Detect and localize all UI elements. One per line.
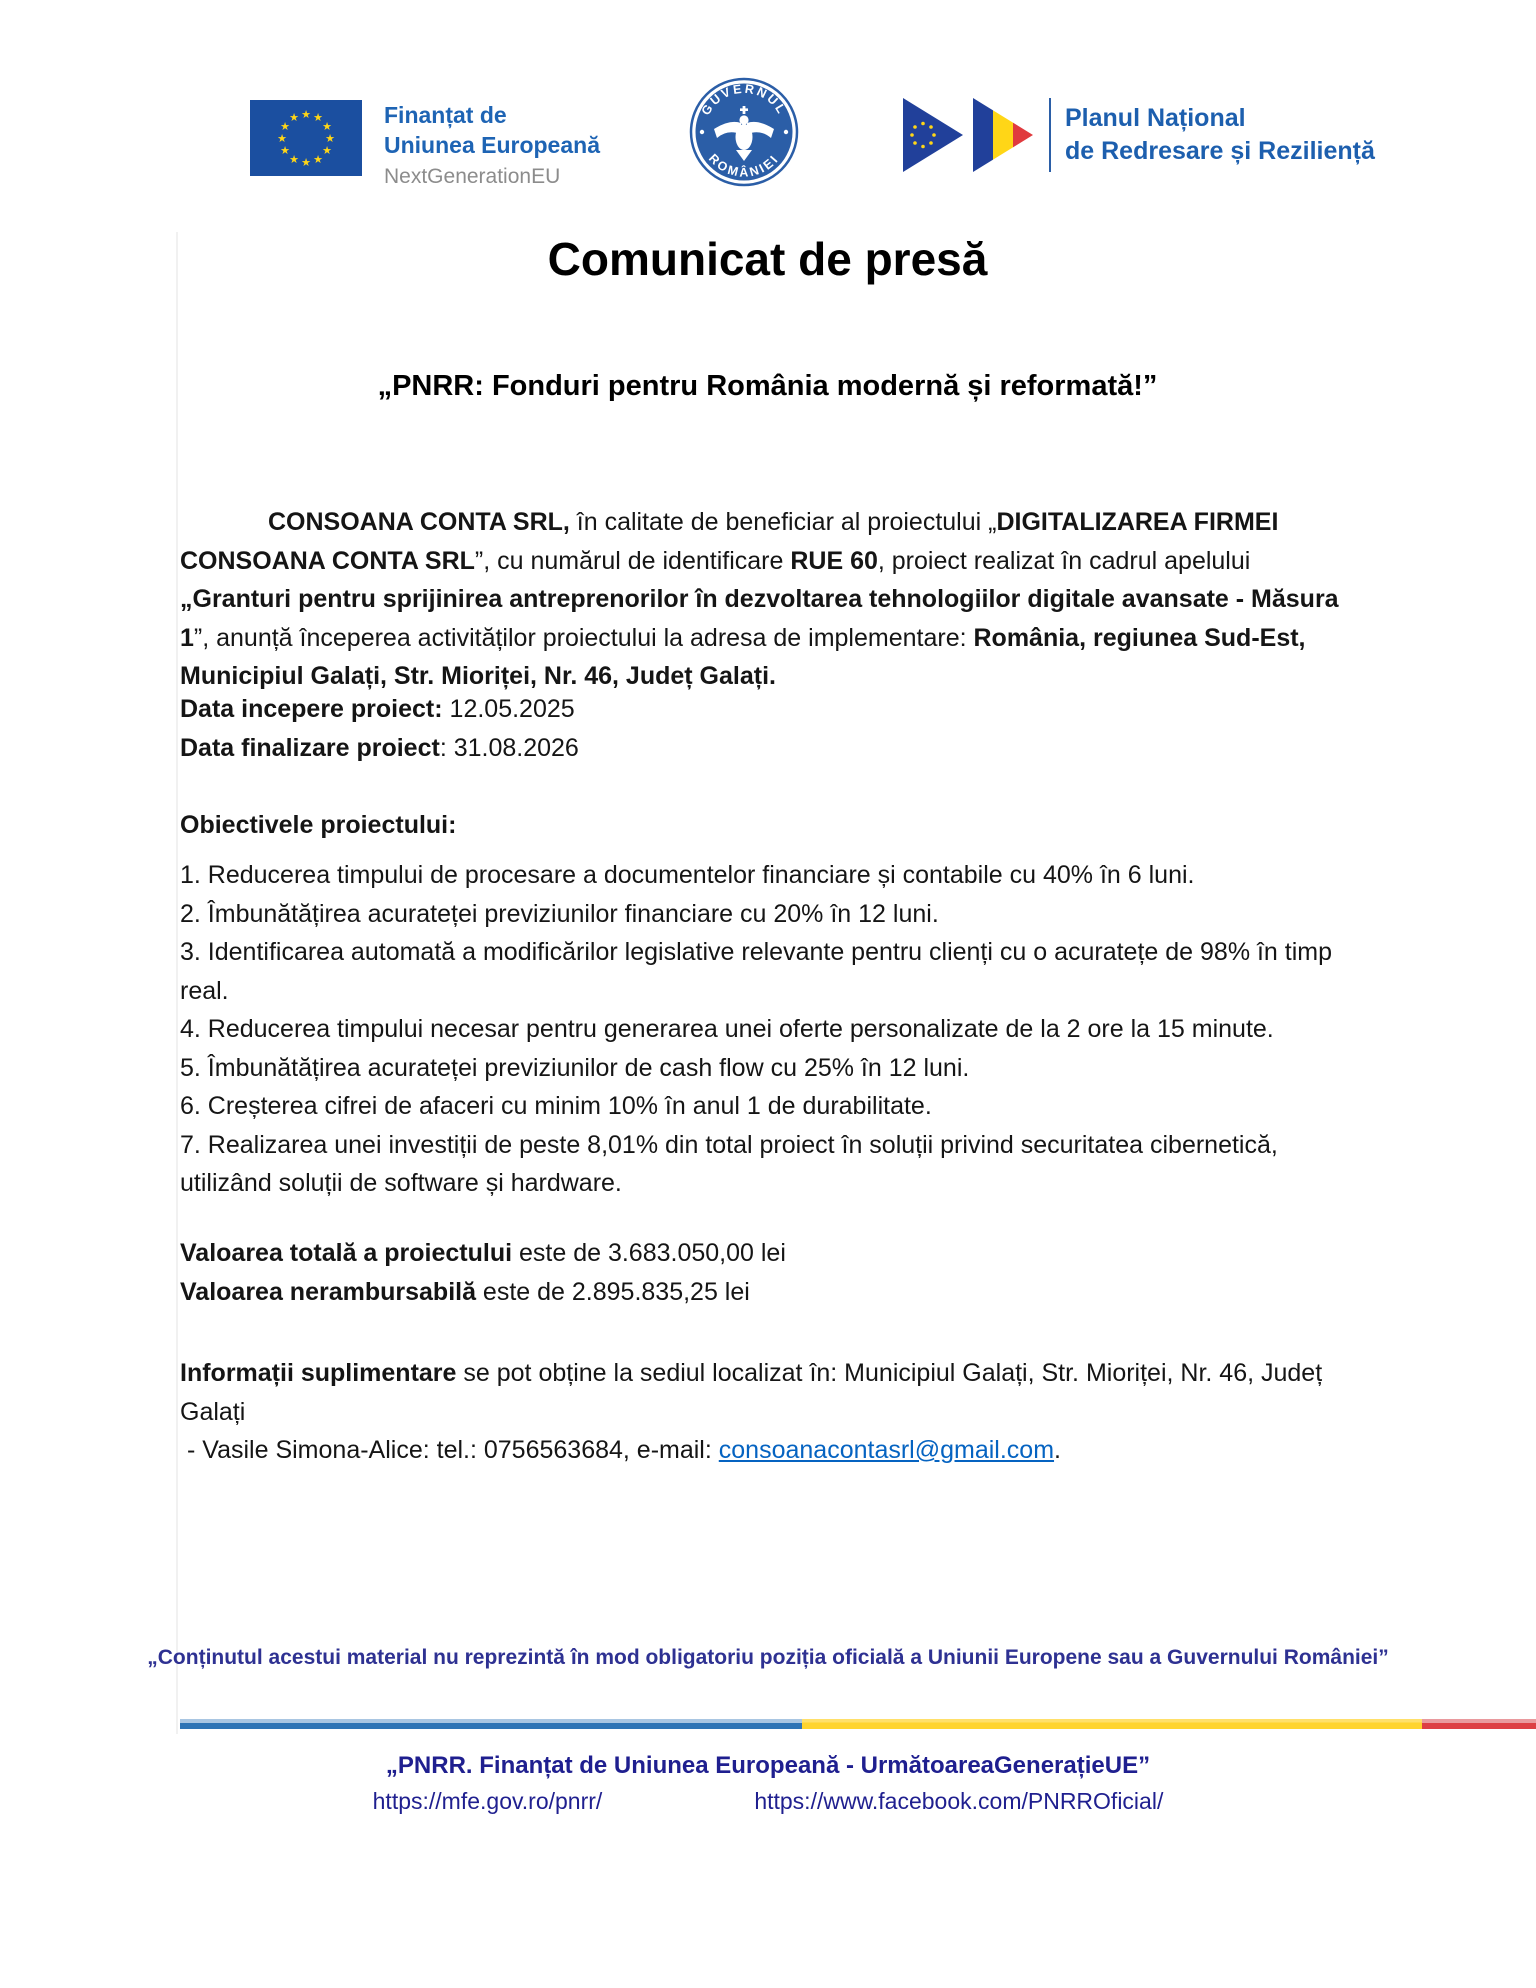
eu-funding-text-line2: Uniunea Europeană (384, 132, 600, 158)
total-value-label: Valoarea totală a proiectului (180, 1239, 513, 1267)
project-start-date (180, 690, 1352, 729)
end-date-value: : 31.08.2026 (439, 733, 579, 762)
additional-info-text: se pot obține la sediul localizat în: Municipiul Galați, Str. Mioriței, Nr. 46, Județ Galați (180, 1359, 1323, 1426)
svg-text:★: ★ (301, 156, 311, 169)
objective-item: 4. Reducerea timpului necesar pentru generarea unei oferte personalizate de la 2 ore la 15 minute. (180, 1015, 1274, 1043)
additional-info-label: Informații suplimentare (180, 1359, 457, 1387)
start-date-label: Data incepere proiect: (180, 695, 443, 723)
government-seal-icon (689, 76, 799, 188)
intro-seg-3: ”, cu numărul de identificare (474, 546, 791, 575)
intro-seg-8: România, regiunea Sud-Est, Municipiul Galați, Str. Mioriței, Nr. 46, Județ Galați. (180, 623, 1306, 690)
svg-text:★: ★ (289, 111, 299, 124)
page-margin-line (176, 232, 178, 1734)
page-subtitle: „PNRR: Fonduri pentru România modernă și reformată!” (377, 370, 1158, 402)
pnrr-logo-text-line1: Planul Național (1065, 104, 1246, 132)
svg-text:★: ★ (313, 153, 323, 166)
svg-text:★: ★ (301, 108, 311, 121)
pnrr-logo (903, 98, 1375, 172)
footer-url-facebook: https://www.facebook.com/PNRROficial/ (754, 1788, 1164, 1814)
project-dates (180, 690, 1352, 767)
end-date-label: Data finalizare proiect (180, 733, 440, 762)
objectives-list (180, 856, 1352, 1203)
additional-info-line (180, 1354, 1352, 1431)
contact-suffix: . (1054, 1436, 1061, 1464)
bar-red-segment (1422, 1719, 1536, 1729)
pnrr-logo-icon (903, 98, 1039, 172)
objective-item: 1. Reducerea timpului de procesare a documentelor financiare și contabile cu 40% în 6 luni. (180, 861, 1195, 889)
intro-seg-1: în calitate de beneficiar al proiectului „ (569, 508, 997, 536)
svg-text:★: ★ (322, 144, 332, 157)
svg-text:★: ★ (325, 132, 335, 145)
seal-text-top: GUVERNUL (698, 81, 790, 118)
bar-blue-segment (180, 1719, 802, 1729)
svg-text:★: ★ (280, 120, 290, 133)
total-value-line (180, 1234, 1352, 1273)
intro-seg-5: , proiect realizat în cadrul apelului (877, 546, 1251, 575)
intro-seg-0: CONSOANA CONTA SRL, (268, 508, 570, 536)
footer-divider-bar (180, 1719, 1536, 1729)
total-value-amount: este de 3.683.050,00 lei (512, 1239, 786, 1267)
objective-item: 6. Creșterea cifrei de afaceri cu minim 10% în anul 1 de durabilitate. (180, 1092, 932, 1120)
seal-text-bottom: ROMÂNIEI (705, 151, 783, 180)
objective-item: 3. Identificarea automată a modificărilor legislative relevante pentru clienți cu o acuratețe de 98% în timp real. (180, 938, 1333, 1005)
grant-value-label: Valoarea nerambursabilă (180, 1277, 476, 1306)
bar-yellow-segment (802, 1719, 1422, 1729)
footer-slogan: „PNRR. Finanțat de Uniunea Europeană - UrmătoareaGenerațieUE” (385, 1752, 1151, 1779)
eu-flag-icon (250, 100, 362, 176)
svg-text:★: ★ (322, 120, 332, 133)
objective-item: 7. Realizarea unei investiții de peste 8,01% din total proiect în soluții privind securitatea cibernetică, utilizând soluții de software și hardware. (180, 1130, 1278, 1197)
svg-text:★: ★ (289, 153, 299, 166)
pnrr-logo-text-line2: de Redresare și Reziliență (1065, 137, 1375, 165)
svg-text:★: ★ (280, 144, 290, 157)
footer-url-mfe: https://mfe.gov.ro/pnrr/ (372, 1788, 603, 1814)
intro-seg-6: „Granturi pentru sprijinirea antreprenorilor în dezvoltarea tehnologiilor digitale avansate - Măsura 1 (180, 585, 1339, 652)
project-values (180, 1234, 1352, 1311)
email-link[interactable]: consoanacontasrl@gmail.com (718, 1436, 1055, 1464)
pnrr-logo-divider (1049, 98, 1051, 172)
intro-paragraph (180, 503, 1352, 696)
svg-text:★: ★ (313, 111, 323, 124)
disclaimer-note: „Conținutul acestui material nu reprezintă în mod obligatoriu poziția oficială a Uniunii Europene sau a Guvernului României” (147, 1646, 1389, 1669)
project-end-date (180, 729, 1352, 768)
intro-seg-2: DIGITALIZAREA FIRMEI CONSOANA CONTA SRL (180, 508, 1279, 575)
eu-funding-text-line1: Finanțat de (384, 102, 507, 128)
footer-links (140, 1788, 1396, 1815)
nextgenerationeu-label: NextGenerationEU (384, 165, 561, 188)
page-title: Comunicat de presă (547, 233, 988, 285)
objective-item: 2. Îmbunătățirea acurateței previziunilor financiare cu 20% în 12 luni. (180, 899, 939, 928)
government-seal (689, 76, 799, 193)
contact-line (180, 1431, 1352, 1470)
additional-info (180, 1354, 1352, 1470)
contact-text: - Vasile Simona-Alice: tel.: 0756563684, e-mail: (187, 1436, 719, 1464)
svg-text:★: ★ (277, 132, 287, 145)
intro-seg-7: ”, anunță începerea activităților proiectului la adresa de implementare: (193, 623, 974, 652)
grant-value-amount: este de 2.895.835,25 lei (475, 1277, 750, 1306)
intro-seg-4: RUE 60 (790, 546, 878, 575)
objective-item: 5. Îmbunătățirea acurateței previziunilor de cash flow cu 25% în 12 luni. (180, 1053, 970, 1082)
objectives-heading: Obiectivele proiectului: (180, 811, 457, 839)
eu-logo (250, 100, 600, 192)
grant-value-line (180, 1273, 1352, 1312)
start-date-value: 12.05.2025 (442, 695, 575, 723)
